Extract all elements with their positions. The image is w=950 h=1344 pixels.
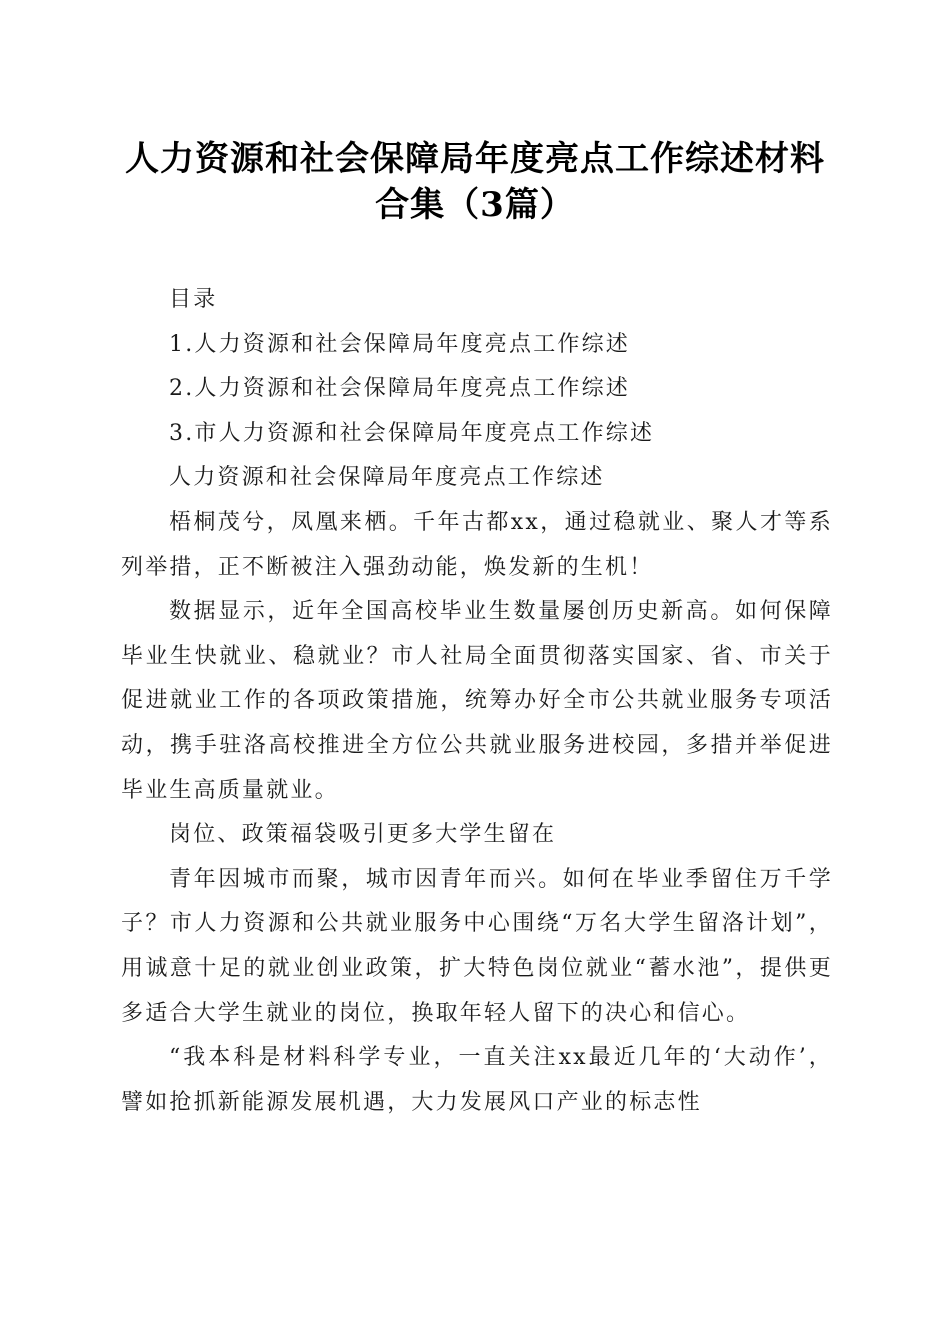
- subheading: 岗位、政策福袋吸引更多大学生留在: [169, 822, 557, 848]
- document-body: [121, 278, 833, 1125]
- section-title: 人力资源和社会保障局年度亮点工作综述: [169, 465, 605, 491]
- toc-item-2: 2.人力资源和社会保障局年度亮点工作综述: [169, 376, 630, 402]
- paragraph-2: 数据显示，近年全国高校毕业生数量屡创历史新高。如何保障毕业生快就业、稳就业？市人社局全面贯彻落实国家、省、市关于促进就业工作的各项政策措施，统筹办好全市公共就业服务专项活动，携手驻洛高校推进全方位公共就业服务进校园，多措并举促进毕业生高质量就业。: [121, 599, 833, 803]
- title-line-1: 人力资源和社会保障局年度亮点工作综述材料: [125, 139, 825, 179]
- toc-item-1: 1.人力资源和社会保障局年度亮点工作综述: [169, 331, 630, 357]
- title-line-2: 合集（3篇）: [375, 185, 575, 225]
- document-title: [100, 136, 850, 228]
- toc-heading: 目录: [169, 287, 218, 312]
- paragraph-3: 青年因城市而聚，城市因青年而兴。如何在毕业季留住万千学子？市人力资源和公共就业服务中心围绕“万名大学生留洛计划”，用诚意十足的就业创业政策，扩大特色岗位就业“蓄水池”，提供更多适合大学生就业的岗位，换取年轻人留下的决心和信心。: [121, 866, 833, 1026]
- toc-item-3: 3.市人力资源和社会保障局年度亮点工作综述: [169, 420, 655, 446]
- paragraph-1: 梧桐茂兮，凤凰来栖。千年古都xx，通过稳就业、聚人才等系列举措，正不断被注入强劲动能，焕发新的生机！: [121, 509, 833, 580]
- paragraph-4: “我本科是材料科学专业，一直关注xx最近几年的‘大动作’，譬如抢抓新能源发展机遇，大力发展风口产业的标志性: [121, 1045, 833, 1115]
